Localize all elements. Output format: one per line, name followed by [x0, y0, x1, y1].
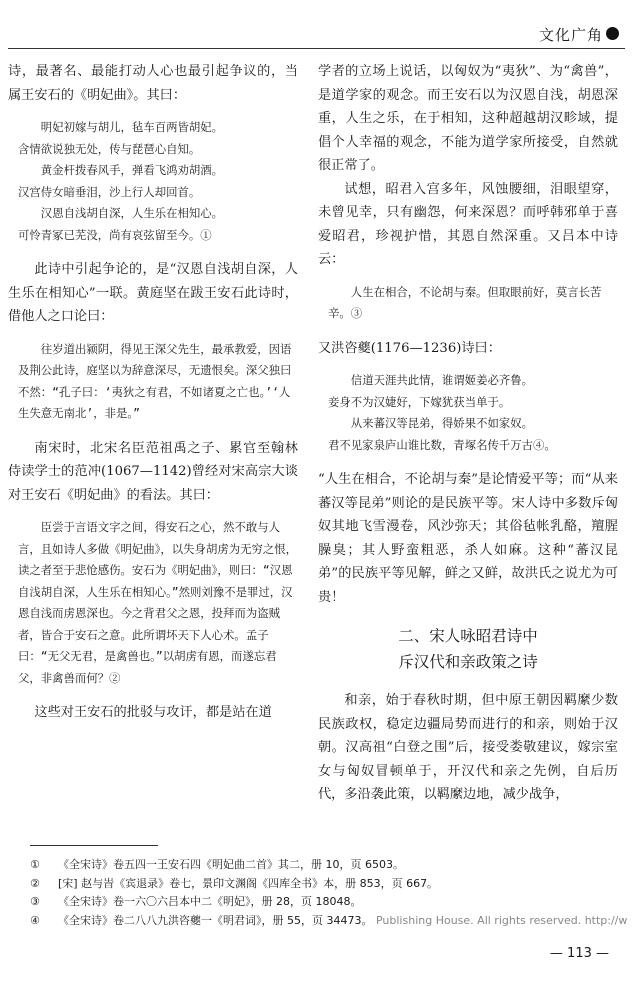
poem-line: 汉恩自浅胡自深，人生乐在相知心。	[40, 206, 224, 220]
block-quote: 臣尝于言语文字之间，得安石之心，然不敢与人言，且如诗人多做《明妃曲》，以失身胡虏为无穷之恨，读之者至于悲怆感伤。安石为《明妃曲》，则曰：“汉恩自浅胡自深，人生乐在相知心。”然则刘豫不是罪过，汉恩自浅而虏恩深也。今之背君父之恩，投拜而为盗贼者，皆合于安石之意。此所谓坏天下人心术。孟子曰：“无父无君，是禽兽也。”以胡虏有恩，而遂忘君父，非禽兽而何？②	[18, 520, 298, 685]
section-heading	[318, 623, 618, 675]
heading-line: 斥汉代和亲政策之诗	[398, 653, 538, 671]
header-rule	[8, 48, 625, 49]
poem-line: 黄金杆拨春风手，弹看飞鸿劝胡酒。	[40, 163, 224, 177]
paragraph: 诗，最著名、最能打动人心也最引起争议的，当属王安石的《明妃曲》。其曰：	[8, 64, 298, 103]
footnote-text: [宋] 赵与旹《宾退录》卷七，景印文渊阁《四库全书》本，册 853，页 667。	[58, 876, 439, 890]
footnote-rule	[30, 845, 158, 846]
page-number: — 113 —	[549, 946, 609, 961]
left-column	[8, 60, 298, 725]
page-header	[0, 22, 625, 50]
footnote-text: 《全宋诗》卷五四一王安石四《明妃曲二首》其二，册 10，页 6503。	[58, 858, 404, 871]
poem-line: 信道天涯共此情，谁谓姬姜必齐鲁。	[350, 373, 534, 387]
watermark-text: Publishing House. All rights reserved. http://w	[375, 913, 628, 927]
right-column	[318, 60, 618, 807]
paragraph: “人生在相合，不论胡与秦”是论情爱平等；而“从来蕃汉等昆弟”则论的是民族平等。宋人诗中多数斥匈奴其地飞雪漫卷，风沙弥天；其俗毡帐乳酪，羶腥臊臭；其人野蛮粗恶，杀人如麻。这种“蕃汉昆弟”的民族平等见解，鲜之又鲜，故洪氏之说尤为可贵！	[318, 472, 618, 605]
section-title: 文化广角	[538, 26, 603, 44]
poem-line: 君不见家泉庐山谁比数，青塚名传千万古④。	[328, 437, 556, 452]
footnote	[30, 912, 630, 931]
poem-quote	[318, 370, 618, 456]
footnote	[30, 856, 630, 875]
poem-line: 明妃初嫁与胡儿，毡车百两皆胡妃。	[40, 120, 224, 134]
block-quote: 人生在相合，不论胡与秦。但取眼前好，莫言长苦辛。③	[328, 284, 602, 320]
poem-line: 含情欲说独无处，传与琵琶心自知。	[18, 141, 201, 156]
paragraph: 此诗中引起争论的，是“汉恩自浅胡自深，人生乐在相知心”一联。黄庭坚在跋王安石此诗时，借他人之口论曰：	[8, 262, 298, 324]
paragraph: 试想，昭君入宫多年，风蚀腰细，泪眼望穿，未曾见幸，只有幽怨，何来深恩？而呼韩邪单于喜爱昭君，珍视护惜，其恩自然深重。又吕本中诗云：	[318, 181, 618, 267]
block-quote: 往岁道出颍阴，得见王深父先生，最承教爱，因语及荆公此诗，庭坚以为辞意深尽，无遗恨矣。深父独曰不然：“孔子曰：‘夷狄之有君，不如诸夏之亡也。’‘人生失意无南北’，非是。”	[18, 341, 292, 420]
footnote-number: ③	[30, 895, 40, 908]
bullet-dot-icon	[606, 27, 619, 40]
poem-line: 可怜青冢已芜没，尚有哀弦留至今。①	[18, 227, 212, 242]
paragraph: 又洪咨夔(1176—1236)诗曰：	[318, 340, 501, 356]
paragraph: 南宋时，北宋名臣范祖禹之子、累官至翰林侍读学士的范冲(1067—1142)曾经对宋高宗大谈对王安石《明妃曲》的看法。其曰：	[8, 440, 298, 503]
paragraph: 和亲，始于春秋时期，但中原王朝因羁縻少数民族政权，稳定边疆局势而进行的和亲，则始于汉朝。汉高祖“白登之围”后，接受娄敬建议，嫁宗室女与匈奴冒顿单于，开汉代和亲之先例，自后历代，多沿袭此策，以羁縻边地，减少战争，	[318, 693, 618, 802]
poem-line: 妾身不为汉婕好，下嫁犹获当单于。	[328, 394, 511, 409]
footnote-text: 《全宋诗》卷一六〇六吕本中二《明妃》，册 28，页 18048。	[58, 895, 362, 908]
paragraph: 这些对王安石的批驳与攻讦，都是站在道	[34, 705, 272, 720]
heading-line: 二、宋人咏昭君诗中	[398, 627, 538, 645]
footnote-number: ④	[30, 913, 40, 927]
footnote-number: ②	[30, 876, 40, 890]
footnote	[30, 875, 630, 894]
poem-line: 从来蕃汉等昆弟，得娇果不如家奴。	[350, 416, 534, 430]
footnote-text: 《全宋诗》卷二八八九洪咨夔一《明君词》，册 55，页 34473。	[58, 913, 373, 927]
footnote	[30, 893, 630, 912]
footnotes	[30, 856, 630, 930]
footnote-number: ①	[30, 858, 40, 871]
poem-quote	[8, 117, 298, 246]
poem-line: 汉宫侍女暗垂泪，沙上行人却回首。	[18, 184, 201, 199]
paragraph: 学者的立场上说话，以匈奴为“夷狄”、为“禽兽”，是道学家的观念。而王安石以为汉恩自浅，胡恩深重，人生之乐，在于相知，这种超越胡汉畛域，提倡个人幸福的观念，不能为道学家所接受，自然就很正常了。	[318, 64, 618, 173]
